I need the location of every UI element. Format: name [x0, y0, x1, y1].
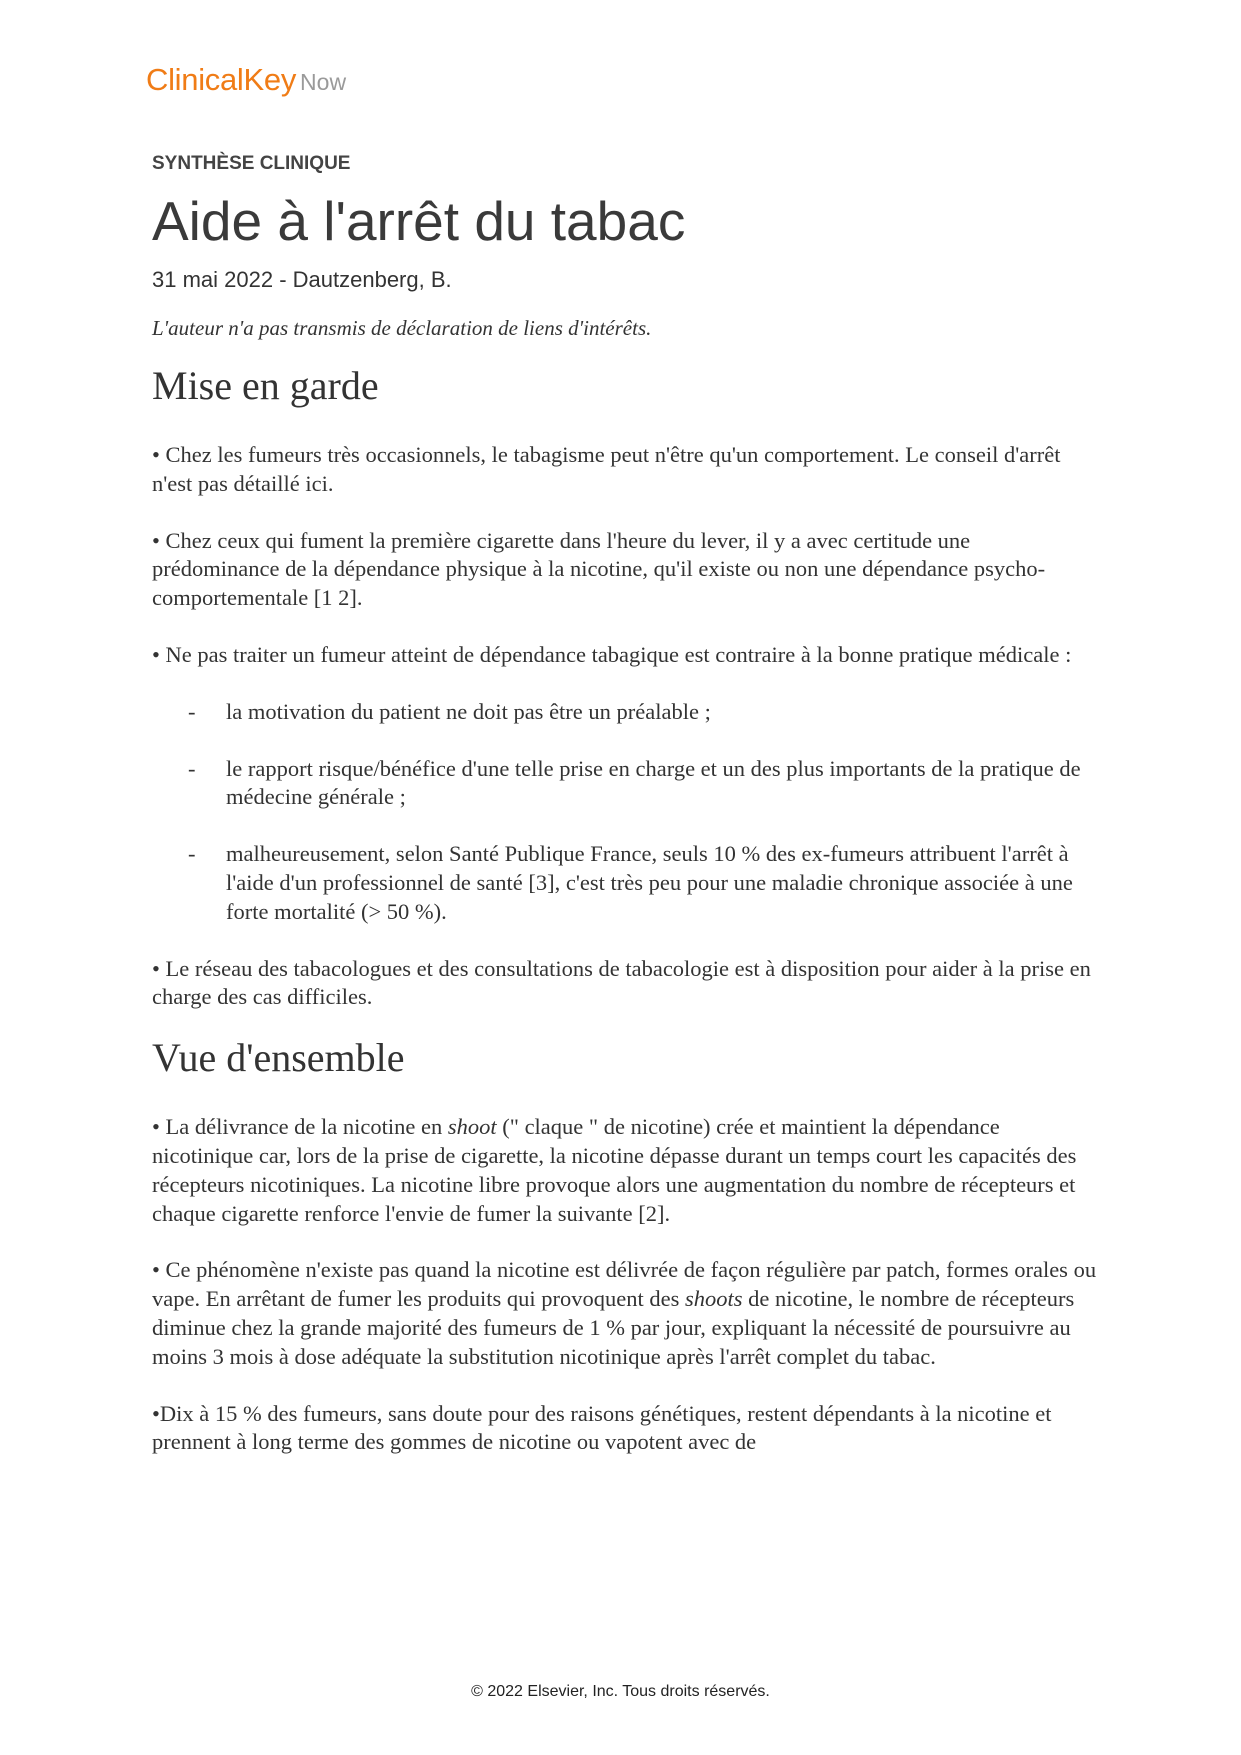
- paragraph: [152, 1113, 1097, 1228]
- section-mise-en-garde: [152, 362, 1097, 1012]
- paragraph: [152, 1256, 1097, 1371]
- emphasis-text: shoot: [447, 1114, 497, 1140]
- text-run: • La délivrance de la nicotine en: [152, 1114, 448, 1140]
- list-item-text: malheureusement, selon Santé Publique France, seuls 10 % des ex-fumeurs attribuent l'arrêt à l'aide d'un professionnel de santé [3], c'est très peu pour une maladie chronique associée à une forte mortalité (> 50 %).: [226, 841, 1073, 924]
- paragraph: • Chez les fumeurs très occasionnels, le tabagisme peut n'être qu'un comportement. Le conseil d'arrêt n'est pas détaillé ici.: [152, 442, 1061, 496]
- section-vue-d-ensemble: [152, 1034, 1097, 1457]
- dash-list: [152, 698, 1097, 927]
- article-content: [152, 150, 1097, 1457]
- list-item-text: le rapport risque/bénéfice d'une telle prise en charge et un des plus importants de la pratique de médecine générale ;: [226, 755, 1081, 810]
- list-item: [152, 755, 1097, 813]
- list-item: [152, 698, 1097, 727]
- text-run: de nicotine, le nombre de récepteurs diminue chez la grande majorité des fumeurs de 1 % par jour, expliquant la nécessité de poursuivre au moins 3 mois à dose adéquate la substitution nicotinique après l'arrêt complet du tabac.: [152, 1286, 1075, 1369]
- article-kicker: SYNTHÈSE CLINIQUE: [152, 153, 351, 174]
- page-footer: © 2022 Elsevier, Inc. Tous droits réservés.: [471, 1683, 770, 1700]
- paragraph: • Ne pas traiter un fumeur atteint de dépendance tabagique est contraire à la bonne pratique médicale :: [152, 641, 1072, 667]
- paragraph: • Le réseau des tabacologues et des consultations de tabacologie est à disposition pour aider à la prise en charge des cas difficiles.: [152, 955, 1091, 1010]
- section-heading: Vue d'ensemble: [152, 1035, 405, 1081]
- section-heading: Mise en garde: [152, 363, 379, 408]
- logo-sub-text: Now: [300, 69, 347, 95]
- dash-marker: -: [188, 841, 196, 867]
- conflict-disclosure: L'auteur n'a pas transmis de déclaration de liens d'intérêts.: [152, 316, 652, 340]
- paragraph: • Chez ceux qui fument la première cigarette dans l'heure du lever, il y a avec certitude une prédominance de la dépendance physique à la nicotine, qu'il existe ou non une dépendance psycho-comportementale [1 2].: [152, 527, 1046, 611]
- clinicalkey-logo: [146, 62, 346, 98]
- dash-marker: -: [188, 698, 196, 724]
- article-title: Aide à l'arrêt du tabac: [152, 190, 686, 252]
- logo-main-text: ClinicalKey: [146, 62, 297, 97]
- emphasis-text: shoots: [684, 1286, 743, 1312]
- paragraph: •Dix à 15 % des fumeurs, sans doute pour des raisons génétiques, restent dépendants à la nicotine et prennent à long terme des gommes de nicotine ou vapotent avec de: [152, 1400, 1052, 1455]
- text-run: • Ce phénomène n'existe pas quand la nicotine est délivrée de façon régulière par patch, formes orales ou vape. En arrêtant de fumer les produits qui provoquent des: [152, 1257, 1097, 1312]
- text-run: (" claque " de nicotine) crée et maintient la dépendance nicotinique car, lors de la prise de cigarette, la nicotine dépasse durant un temps court les capacités des récepteurs nicotiniques. La nicotine libre provoque alors une augmentation du nombre de récepteurs et chaque cigarette renforce l'envie de fumer la suivante [2].: [152, 1114, 1077, 1226]
- list-item-text: la motivation du patient ne doit pas être un préalable ;: [226, 698, 711, 724]
- dash-marker: -: [188, 755, 196, 781]
- article-meta: 31 mai 2022 - Dautzenberg, B.: [152, 267, 452, 292]
- list-item: [152, 840, 1097, 926]
